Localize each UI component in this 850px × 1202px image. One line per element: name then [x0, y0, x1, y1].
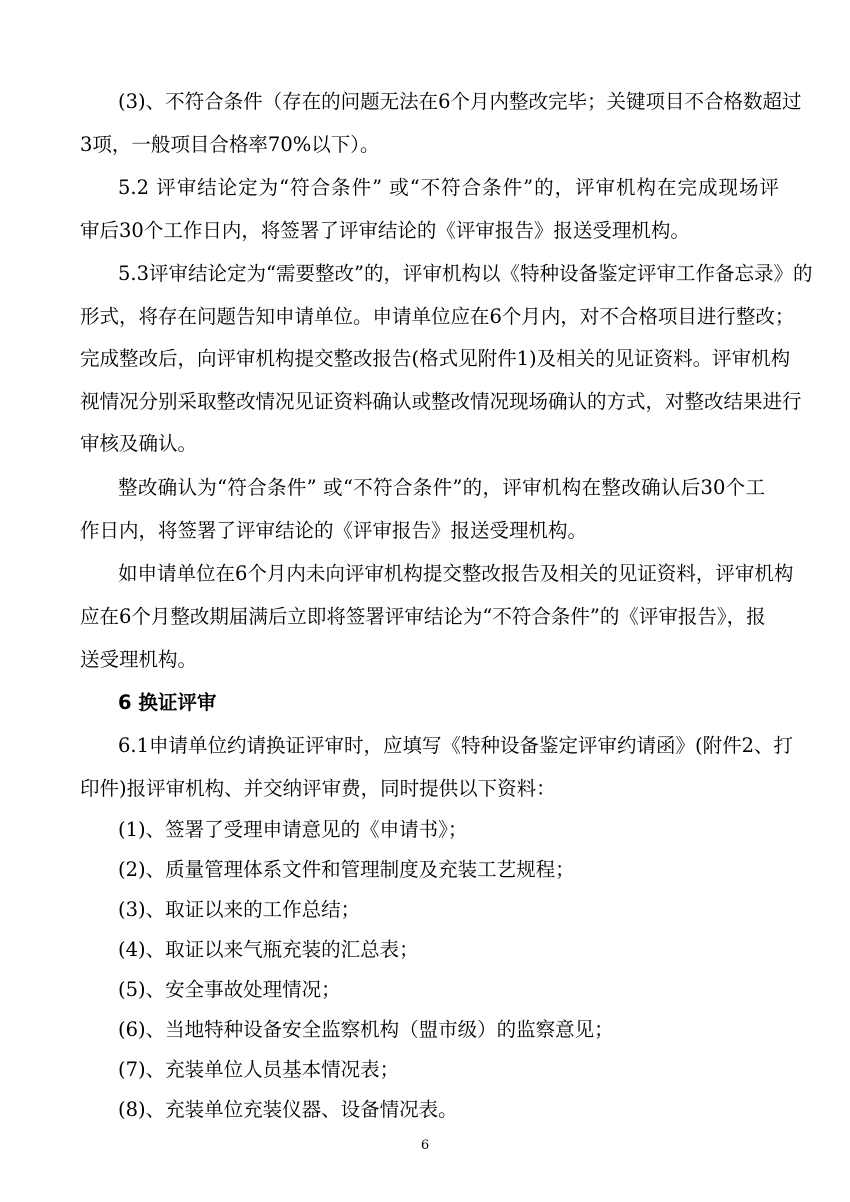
page-number: 6 — [420, 1138, 430, 1153]
list-item: (7)、充装单位人员基本情况表； — [118, 1058, 400, 1081]
paragraph-line: 视情况分别采取整改情况见证资料确认或整改情况现场确认的方式，对整改结果进行 — [80, 390, 802, 413]
list-item: (3)、取证以来的工作总结； — [118, 898, 361, 921]
list-item: (6)、当地特种设备安全监察机构（盟市级）的监察意见； — [118, 1018, 614, 1041]
paragraph-line: 5.3评审结论定为“需要整改”的，评审机构以《特种设备鉴定评审工作备忘录》的 — [118, 262, 813, 285]
paragraph-line: 完成整改后，向评审机构提交整改报告(格式见附件1)及相关的见证资料。评审机构 — [80, 347, 791, 370]
section-heading: 6 换证评审 — [118, 691, 217, 714]
paragraph-line: 6.1申请单位约请换证评审时，应填写《特种设备鉴定评审约请函》(附件2、打 — [118, 734, 794, 757]
paragraph-line: 送受理机构。 — [80, 648, 198, 671]
paragraph-line: 应在6个月整改期届满后立即将签署评审结论为“不符合条件”的《评审报告》，报 — [80, 605, 766, 628]
paragraph-line: 5.2 评审结论定为“符合条件” 或“不符合条件”的，评审机构在完成现场评 — [118, 176, 779, 199]
list-item: (4)、取证以来气瓶充装的汇总表； — [118, 938, 419, 961]
paragraph-line: 印件)报评审机构、并交纳评审费，同时提供以下资料： — [80, 777, 556, 800]
paragraph-line: 3项，一般项目合格率70%以下）。 — [80, 133, 380, 156]
paragraph-line: 审后30个工作日内，将签署了评审结论的《评审报告》报送受理机构。 — [80, 219, 690, 242]
list-item: (5)、安全事故处理情况； — [118, 978, 341, 1001]
paragraph-line: 整改确认为“符合条件” 或“不符合条件”的，评审机构在整改确认后30个工 — [118, 476, 765, 499]
paragraph-line: 如申请单位在6个月内未向评审机构提交整改报告及相关的见证资料，评审机构 — [118, 562, 794, 585]
paragraph-line: 形式，将存在问题告知申请单位。申请单位应在6个月内，对不合格项目进行整改； — [80, 305, 795, 328]
paragraph-line: (3)、不符合条件（存在的问题无法在6个月内整改完毕；关键项目不合格数超过 — [118, 90, 802, 113]
list-item: (1)、签署了受理申请意见的《申请书》； — [118, 818, 468, 841]
list-item: (2)、质量管理体系文件和管理制度及充装工艺规程； — [118, 858, 575, 881]
paragraph-line: 作日内，将签署了评审结论的《评审报告》报送受理机构。 — [80, 519, 588, 542]
list-item: (8)、充装单位充装仪器、设备情况表。 — [118, 1098, 458, 1121]
paragraph-line: 审核及确认。 — [80, 432, 198, 455]
